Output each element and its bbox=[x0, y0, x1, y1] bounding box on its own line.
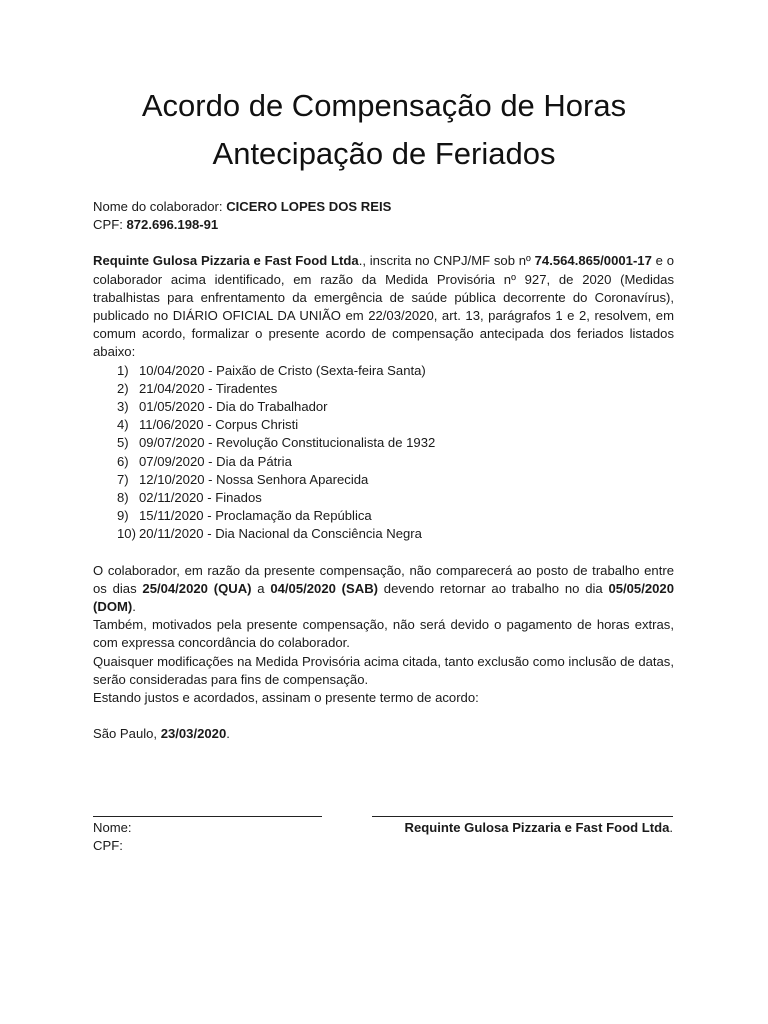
company-cnpj: 74.564.865/0001-17 bbox=[534, 253, 652, 269]
holiday-number bbox=[93, 489, 139, 507]
compensation-paragraph bbox=[93, 562, 674, 617]
holiday-text: 01/05/2020 - Dia do Trabalhador bbox=[139, 399, 328, 415]
holiday-item bbox=[93, 453, 674, 471]
holiday-text: 20/11/2020 - Dia Nacional da Consciência Negra bbox=[139, 526, 422, 542]
compensation-text-3: devendo retornar ao trabalho no dia bbox=[378, 580, 609, 596]
holiday-item bbox=[93, 380, 674, 398]
employee-name-line bbox=[93, 198, 674, 216]
holiday-number-text: 3) bbox=[117, 399, 129, 415]
holiday-item bbox=[93, 398, 674, 416]
holiday-text: 07/09/2020 - Dia da Pátria bbox=[139, 453, 292, 469]
holiday-text: 12/10/2020 - Nossa Senhora Aparecida bbox=[139, 471, 369, 487]
holiday-number bbox=[93, 434, 139, 452]
holiday-number-text: 5) bbox=[117, 435, 129, 451]
document-body bbox=[93, 198, 674, 743]
employee-signature-name-label: Nome: bbox=[93, 820, 132, 835]
holiday-number bbox=[93, 471, 139, 489]
intro-text-1: ., inscrita no CNPJ/MF sob nº bbox=[358, 253, 535, 269]
employee-name-value: CICERO LOPES DOS REIS bbox=[226, 199, 392, 214]
employee-signature-line bbox=[93, 816, 322, 817]
document-title bbox=[0, 82, 768, 178]
title-line-1: Acordo de Compensação de Horas bbox=[141, 88, 627, 123]
intro-text-2: e o colaborador acima identificado, em razão da Medida Provisória nº 927, de 2020 (Medidas trabalhistas para enfrentamento da emergência de saúde pública decorrente do Coronavírus), publicado no DIÁRIO OFICIAL DA UNIÃO em 22/03/2020, art. 13, parágrafos 1 e 2, resolvem, em comum acordo, formalizar o presente acordo de compensação antecipada dos feriados listados abaixo: bbox=[93, 253, 675, 360]
holiday-text: 15/11/2020 - Proclamação da República bbox=[139, 508, 372, 524]
spacer bbox=[93, 544, 674, 562]
holiday-number bbox=[93, 362, 139, 380]
compensation-text-4: . bbox=[132, 599, 136, 615]
holiday-number bbox=[93, 416, 139, 434]
signing-date: 23/03/2020 bbox=[160, 726, 227, 742]
holiday-number bbox=[93, 380, 139, 398]
employee-cpf-label: CPF: bbox=[93, 217, 127, 233]
holiday-number-text: 7) bbox=[117, 471, 129, 487]
spacer bbox=[93, 234, 674, 252]
compensation-start-date: 25/04/2020 (QUA) bbox=[142, 580, 252, 596]
holiday-number bbox=[93, 453, 139, 471]
holiday-number bbox=[93, 507, 139, 525]
holiday-list bbox=[93, 362, 674, 544]
holiday-item bbox=[93, 525, 674, 543]
compensation-return-date: 05/05/2020 (DOM) bbox=[93, 580, 674, 615]
holiday-number-text: 9) bbox=[117, 508, 129, 524]
holiday-item bbox=[93, 489, 674, 507]
compensation-text-1: O colaborador, em razão da presente compensação, não comparecerá ao posto de trabalho entre os dias bbox=[93, 562, 674, 596]
employee-name-label: Nome do colaborador: bbox=[93, 199, 227, 214]
compensation-text-2: a bbox=[251, 580, 271, 596]
employee-signature-cpf-label: CPF: bbox=[93, 838, 123, 853]
holiday-text: 02/11/2020 - Finados bbox=[139, 490, 262, 506]
place-city: São Paulo, bbox=[93, 726, 161, 742]
holiday-number-text: 1) bbox=[117, 362, 129, 378]
overtime-paragraph: Também, motivados pela presente compensação, não será devido o pagamento de horas extras, com expressa concordância do colaborador. bbox=[93, 617, 674, 651]
spacer bbox=[93, 707, 674, 725]
holiday-number bbox=[93, 398, 139, 416]
holiday-number-text: 8) bbox=[117, 490, 129, 506]
title-line-2: Antecipação de Feriados bbox=[212, 136, 556, 171]
holiday-item bbox=[93, 362, 674, 380]
compensation-end-date: 04/05/2020 (SAB) bbox=[270, 580, 379, 596]
employee-cpf-value: 872.696.198-91 bbox=[126, 217, 219, 233]
holiday-item bbox=[93, 471, 674, 489]
intro-paragraph bbox=[93, 252, 674, 361]
holiday-text: 10/04/2020 - Paixão de Cristo (Sexta-feira Santa) bbox=[139, 362, 426, 378]
holiday-number-text: 2) bbox=[117, 380, 129, 396]
holiday-number-text: 6) bbox=[117, 453, 129, 469]
company-signature-line bbox=[372, 816, 673, 817]
agreement-paragraph: Estando justos e acordados, assinam o presente termo de acordo: bbox=[93, 690, 479, 706]
company-signature-name bbox=[372, 819, 673, 837]
holiday-number-text: 4) bbox=[117, 417, 129, 433]
holiday-item bbox=[93, 434, 674, 452]
place-date-end: . bbox=[226, 726, 230, 742]
holiday-item bbox=[93, 507, 674, 525]
holiday-number bbox=[93, 525, 139, 543]
modifications-paragraph: Quaisquer modificações na Medida Provisória acima citada, tanto exclusão como inclusão de datas, serão consideradas para fins de compensação. bbox=[93, 653, 674, 687]
holiday-text: 09/07/2020 - Revolução Constitucionalista de 1932 bbox=[139, 435, 436, 451]
employee-signature-block bbox=[93, 800, 322, 855]
company-signature-company: Requinte Gulosa Pizzaria e Fast Food Ltda bbox=[404, 820, 670, 835]
holiday-number-text: 10) bbox=[117, 526, 136, 542]
company-signature-block bbox=[372, 800, 673, 837]
place-date-line bbox=[93, 725, 674, 743]
holiday-item bbox=[93, 416, 674, 434]
company-name: Requinte Gulosa Pizzaria e Fast Food Ltda bbox=[93, 253, 359, 269]
company-signature-end: . bbox=[669, 820, 673, 835]
holiday-text: 11/06/2020 - Corpus Christi bbox=[139, 417, 299, 433]
holiday-text: 21/04/2020 - Tiradentes bbox=[139, 380, 278, 396]
employee-cpf-line bbox=[93, 216, 674, 234]
